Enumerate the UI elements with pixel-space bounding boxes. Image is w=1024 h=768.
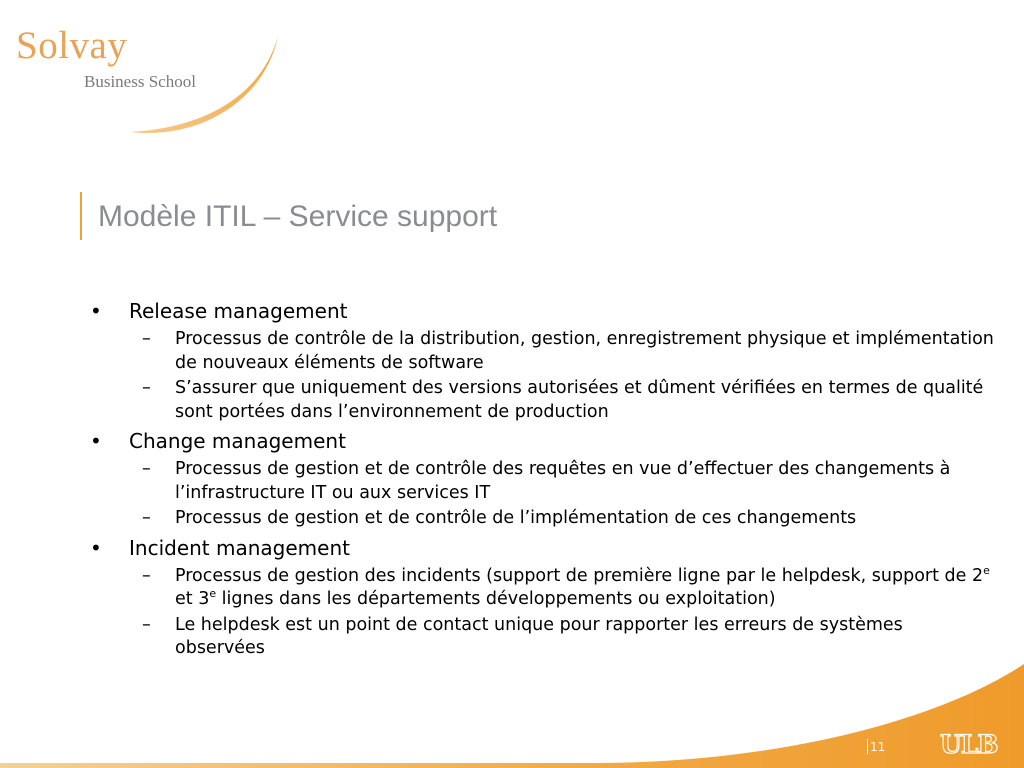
bullet-symbol: • (90, 299, 102, 323)
sub-symbol: – (142, 459, 151, 479)
logo-wordmark: Solvay (16, 24, 128, 67)
bullet-label: Release management (129, 299, 348, 323)
sub-symbol: – (142, 614, 151, 635)
logo-subtitle: Business School (84, 72, 196, 91)
sub-text-part: et 3 (175, 589, 210, 609)
sub-text-part: lignes dans les départements développements ou exploitation) (216, 589, 776, 609)
sub-text: Le helpdesk est un point de contact unique pour rapporter les erreurs de systèmes observées (175, 614, 903, 658)
sub-text: Processus de gestion et de contrôle des requêtes en vue d’effectuer des changements à l’infrastructure IT ou aux services IT (175, 459, 951, 503)
bullet-label: Change management (129, 429, 346, 453)
sub-text: S’assurer que uniquement des versions autorisées et dûment vérifiées en termes de qualité sont portées dans l’environnement de production (175, 378, 984, 422)
bullet-symbol: • (90, 429, 102, 453)
slide-title: Modèle ITIL – Service support (98, 200, 498, 233)
sub-symbol: – (142, 378, 151, 398)
sub-symbol: – (142, 329, 151, 349)
sub-text: Processus de contrôle de la distribution, gestion, enregistrement physique et implémentation de nouveaux éléments de software (175, 329, 994, 373)
page-separator (867, 739, 868, 754)
bullet-symbol: • (90, 535, 102, 560)
sub-symbol: – (142, 508, 151, 528)
bullet-label: Incident management (129, 535, 350, 560)
superscript: e (983, 563, 990, 577)
superscript: e (209, 587, 217, 601)
sub-text: Processus de gestion et de contrôle de l’implémentation de ces changements (175, 508, 857, 528)
ulb-logo: ULB (940, 730, 998, 759)
sub-text-part: Processus de gestion des incidents (support de première ligne par le helpdesk, support de 2 (175, 565, 984, 586)
sub-symbol: – (142, 565, 151, 586)
page-number: 11 (870, 740, 886, 754)
